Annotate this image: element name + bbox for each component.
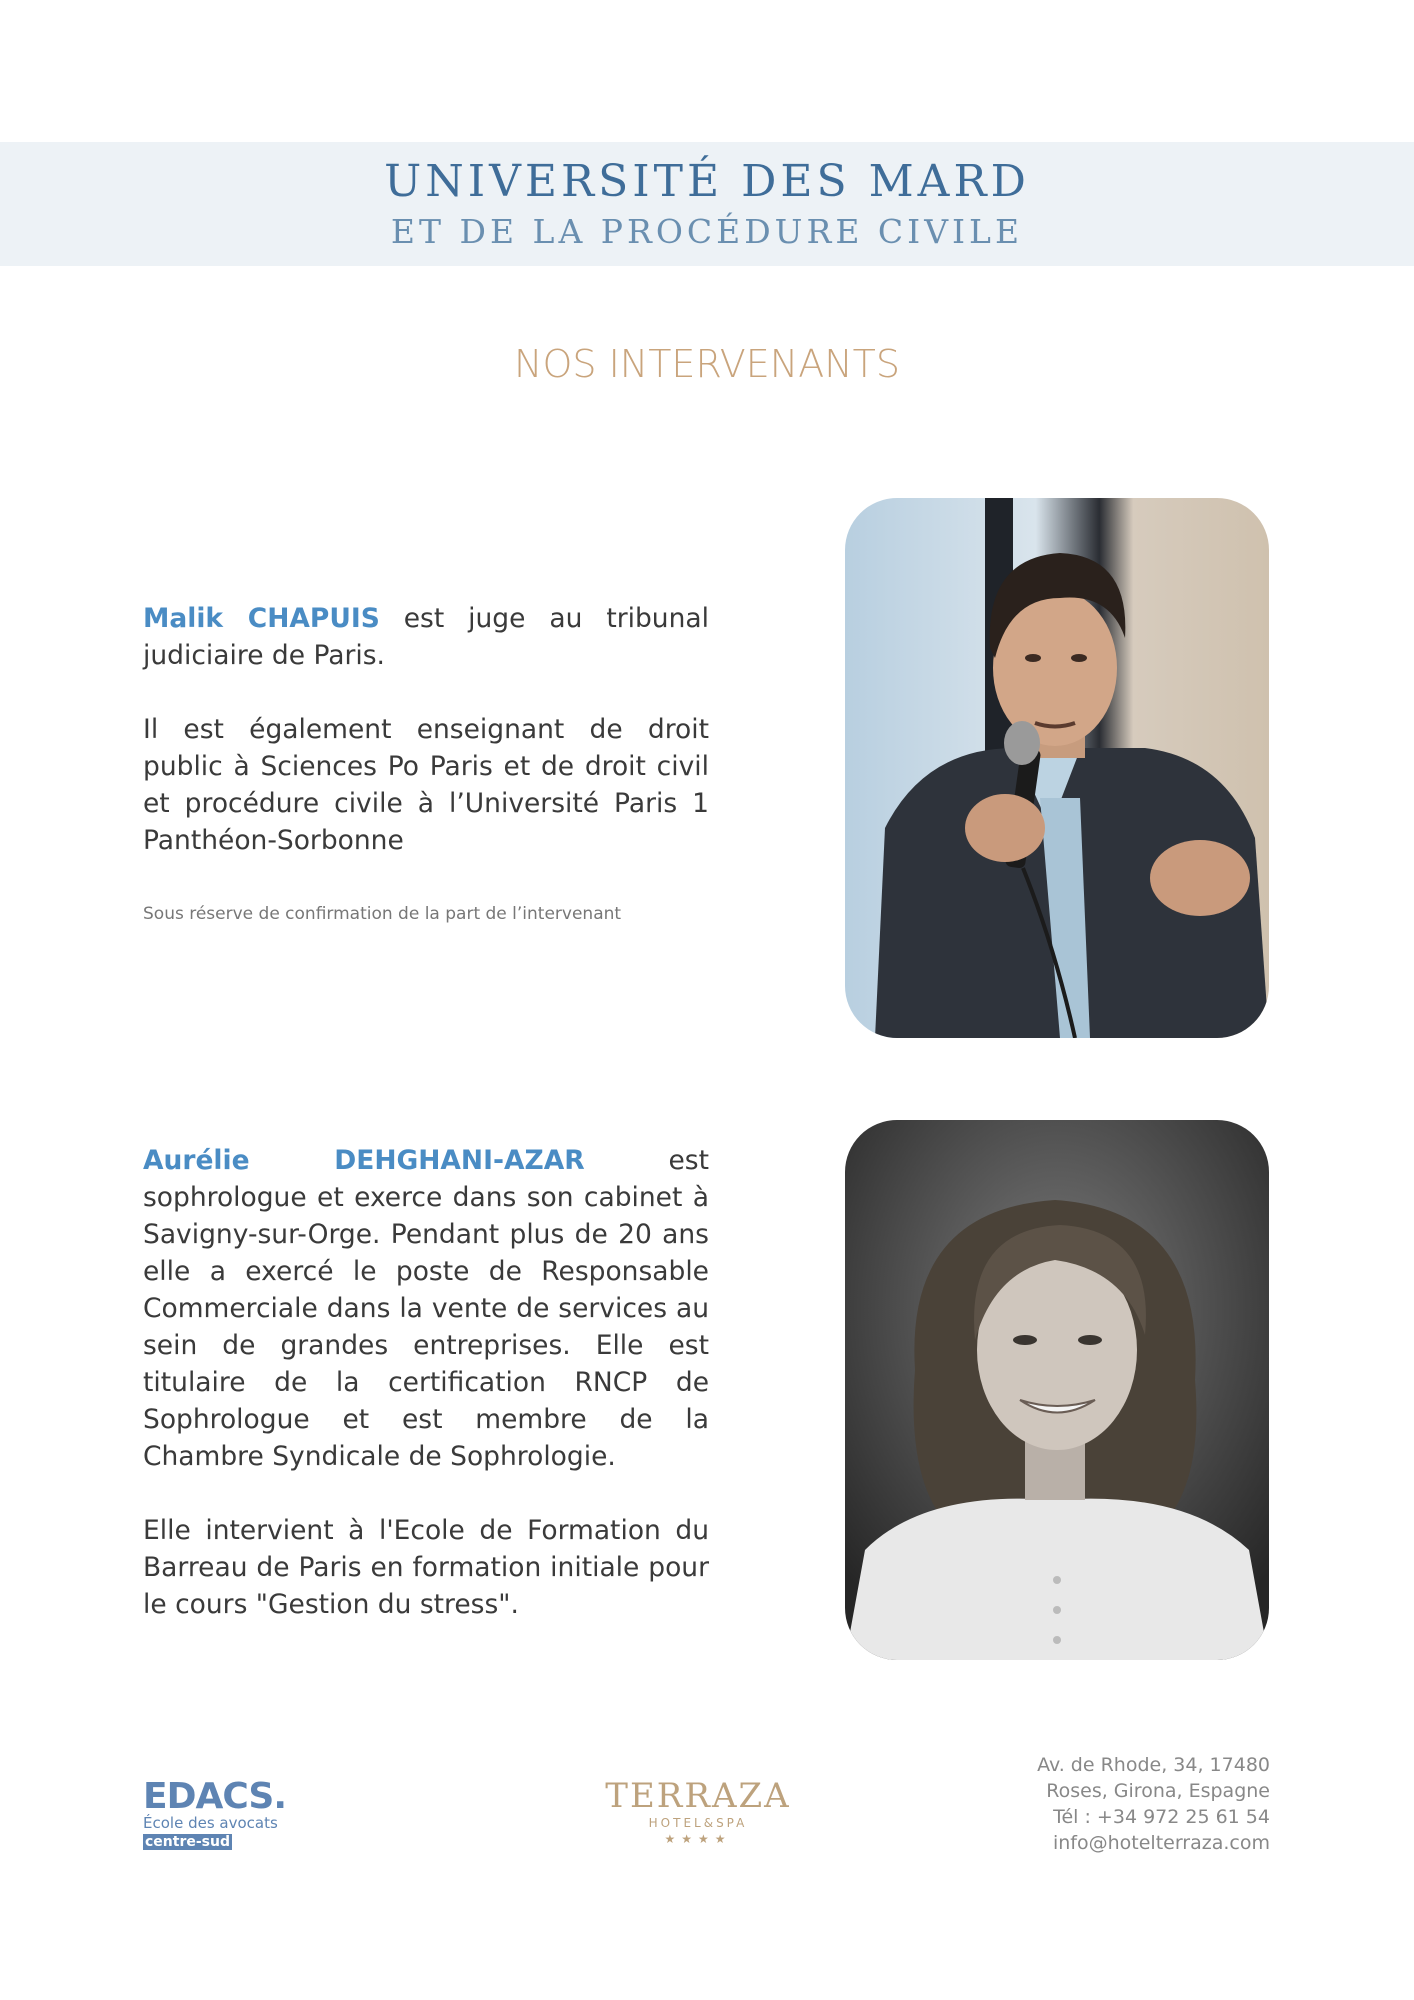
- speaker-1-paragraph: Il est également enseignant de droit public à Sciences Po Paris et de droit civil et procédure civile à l’Université Paris 1 Panthéon-Sorbonne: [143, 714, 709, 856]
- terraza-stars: ★★★★: [664, 1832, 732, 1846]
- header-title: UNIVERSITÉ DES MARD: [384, 156, 1030, 207]
- speaker-2-photo: [845, 1120, 1269, 1660]
- hotel-address: [1037, 1752, 1270, 1856]
- edacs-logo: EDACS. École des avocats centre-sud: [143, 1776, 287, 1850]
- terraza-subtitle: HOTEL&SPA: [648, 1816, 748, 1830]
- section-title: NOS INTERVENANTS: [514, 342, 900, 386]
- address-line: Av. de Rhode, 34, 17480: [1037, 1754, 1270, 1776]
- speaker-bio-2: [143, 1142, 709, 1660]
- header-banner: [0, 142, 1414, 266]
- phone-line: Tél : +34 972 25 61 54: [1053, 1806, 1270, 1828]
- speaker-2-name: Aurélie DEHGHANI-AZAR: [143, 1145, 585, 1176]
- speaker-1-intro: Malik CHAPUIS est juge au tribunal judiciaire de Paris.: [143, 603, 709, 671]
- edacs-tag: centre-sud: [145, 1834, 230, 1850]
- address-line: Roses, Girona, Espagne: [1046, 1780, 1270, 1802]
- confirmation-note: Sous réserve de confirmation de la part de l’intervenant: [143, 904, 622, 924]
- speaker-1-portrait-image: [845, 498, 1269, 1038]
- terraza-logo: TERRAZA HOTEL&SPA ★★★★: [598, 1776, 798, 1846]
- email-line: info@hotelterraza.com: [1052, 1832, 1270, 1854]
- speaker-2-portrait-image: [845, 1120, 1269, 1660]
- speaker-1-photo: [845, 498, 1269, 1038]
- speaker-1-name: Malik CHAPUIS: [143, 603, 380, 634]
- edacs-subtitle: École des avocats: [143, 1814, 278, 1832]
- speaker-bio-1: [143, 600, 709, 933]
- header-subtitle: ET DE LA PROCÉDURE CIVILE: [390, 212, 1024, 251]
- speaker-2-paragraph: Elle intervient à l'Ecole de Formation du Barreau de Paris en formation initiale pour le cours "Gestion du stress".: [143, 1515, 709, 1620]
- speaker-2-intro: Aurélie DEHGHANI-AZAR est sophrologue et exerce dans son cabinet à Savigny-sur-Orge. Pendant plus de 20 ans elle a exercé le poste de Responsable Commerciale dans la vente de services au sein de grandes entreprises. Elle est titulaire de la certification RNCP de Sophrologue et est membre de la Chambre Syndicale de Sophrologie.: [143, 1145, 709, 1472]
